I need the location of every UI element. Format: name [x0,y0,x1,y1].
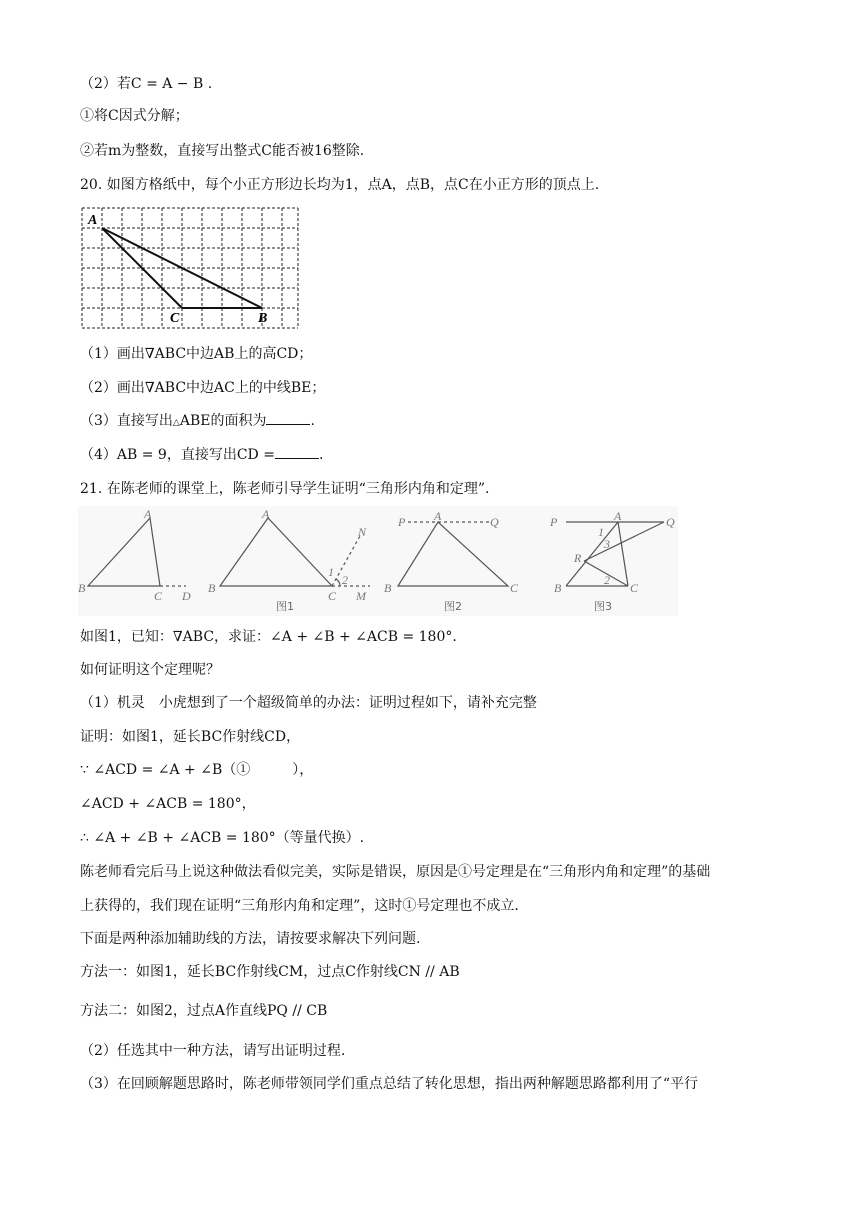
fig1-label-m: M [356,589,366,603]
grid-figure [80,206,302,332]
fig3-angle-3: 3 [604,537,610,551]
fig0-label-a: A [144,507,152,521]
given-statement: 如图1，已知：∇ABC，求证：∠A + ∠B + ∠ACB = 180°. [80,629,457,645]
method-1: 方法一：如图1，延长BC作射线CM，过点C作射线CN // AB [80,964,460,980]
teacher-comment-2: 上获得的，我们现在证明“三角形内角和定理”，这时①号定理也不成立. [80,898,519,914]
proof-step-1: ∵ ∠ACD = ∠A + ∠B（① ）， [80,762,314,778]
fig1-angle-1: 1 [328,565,334,579]
fig3-label-a: A [614,509,622,523]
question-21-3: （3）在回顾解题思路时，陈老师带领同学们重点总结了转化思想，指出两种解题思路都利用了“平行 [80,1076,699,1092]
grid-label-b: B [258,311,268,326]
part-1: （1）机灵 小虎想到了一个超级简单的办法：证明过程如下，请补充完整 [80,695,537,711]
question-20-3-prefix: （3）直接写出 [80,413,173,429]
methods-intro: 下面是两种添加辅助线的方法，请按要求解决下列问题. [80,931,421,947]
question-21: 21. 在陈老师的课堂上，陈老师引导学生证明“三角形内角和定理”. [80,481,490,497]
fig1-label-n: N [358,525,367,539]
fig3-label-r: R [574,551,582,565]
fig3-label-b: B [554,581,562,595]
fig1-angle-2: 2 [342,573,348,587]
method-2: 方法二：如图2，过点A作直线PQ // CB [80,1003,328,1019]
question-20-4: （4）AB = 9，直接写出CD = . [80,444,323,465]
line-q19-2a: ①将C因式分解； [80,108,189,124]
fig1-label-b: B [208,581,216,595]
question-20-3-suffix: ABE的面积为 [179,413,267,429]
question-20-2: （2）画出∇ABC中边AC上的中线BE； [80,380,326,396]
fig2-label-b: B [384,581,392,595]
fig0-label-b: B [78,581,86,595]
how-to-prove: 如何证明这个定理呢？ [80,662,220,678]
fig2-label-p: P [398,515,406,529]
triangle-figures [78,506,678,616]
fig3-label-c: C [630,581,639,595]
fig1-label-c: C [328,589,337,603]
fig3-label-p: P [550,515,558,529]
fig3-angle-2: 2 [604,573,610,587]
fig0-label-c: C [154,589,163,603]
grid-label-a: A [88,213,98,228]
grid-label-c: C [170,311,180,326]
line-q19-2: （2）若C = A − B . [80,76,213,92]
fig2-label-a: A [434,509,442,523]
teacher-comment-1: 陈老师看完后马上说这种做法看似完美，实际是错误，原因是①号定理是在“三角形内角和定理”的基础 [80,864,711,880]
fig3-angle-1: 1 [598,525,604,539]
fig2-caption: 图2 [444,600,462,613]
answer-blank [275,444,319,459]
fig1-label-a: A [262,507,270,521]
question-20-4-text: （4）AB = 9，直接写出CD = [80,447,275,463]
proof-start: 证明：如图1，延长BC作射线CD， [80,729,301,745]
fig2-label-q: Q [490,515,499,529]
fig2-label-c: C [510,581,519,595]
fig1-caption: 图1 [276,600,294,613]
fig3-label-q: Q [666,515,675,529]
question-20-3: （3）直接写出△ABE的面积为 . [80,410,315,433]
question-21-2: （2）任选其中一种方法，请写出证明过程. [80,1043,346,1059]
answer-blank [266,410,310,425]
fig0-label-d: D [182,589,191,603]
proof-step-2: ∠ACD + ∠ACB = 180°， [80,796,256,812]
line-q19-2b: ②若m为整数，直接写出整式C能否被16整除. [80,143,365,159]
proof-step-3: ∴ ∠A + ∠B + ∠ACB = 180°（等量代换）. [80,830,365,846]
question-20: 20. 如图方格纸中，每个小正方形边长均为1，点A，点B，点C在小正方形的顶点上. [80,177,600,193]
question-20-1: （1）画出∇ABC中边AB上的高CD； [80,346,313,362]
small-triangle-icon: △ [172,418,180,428]
fig3-caption: 图3 [594,600,612,613]
